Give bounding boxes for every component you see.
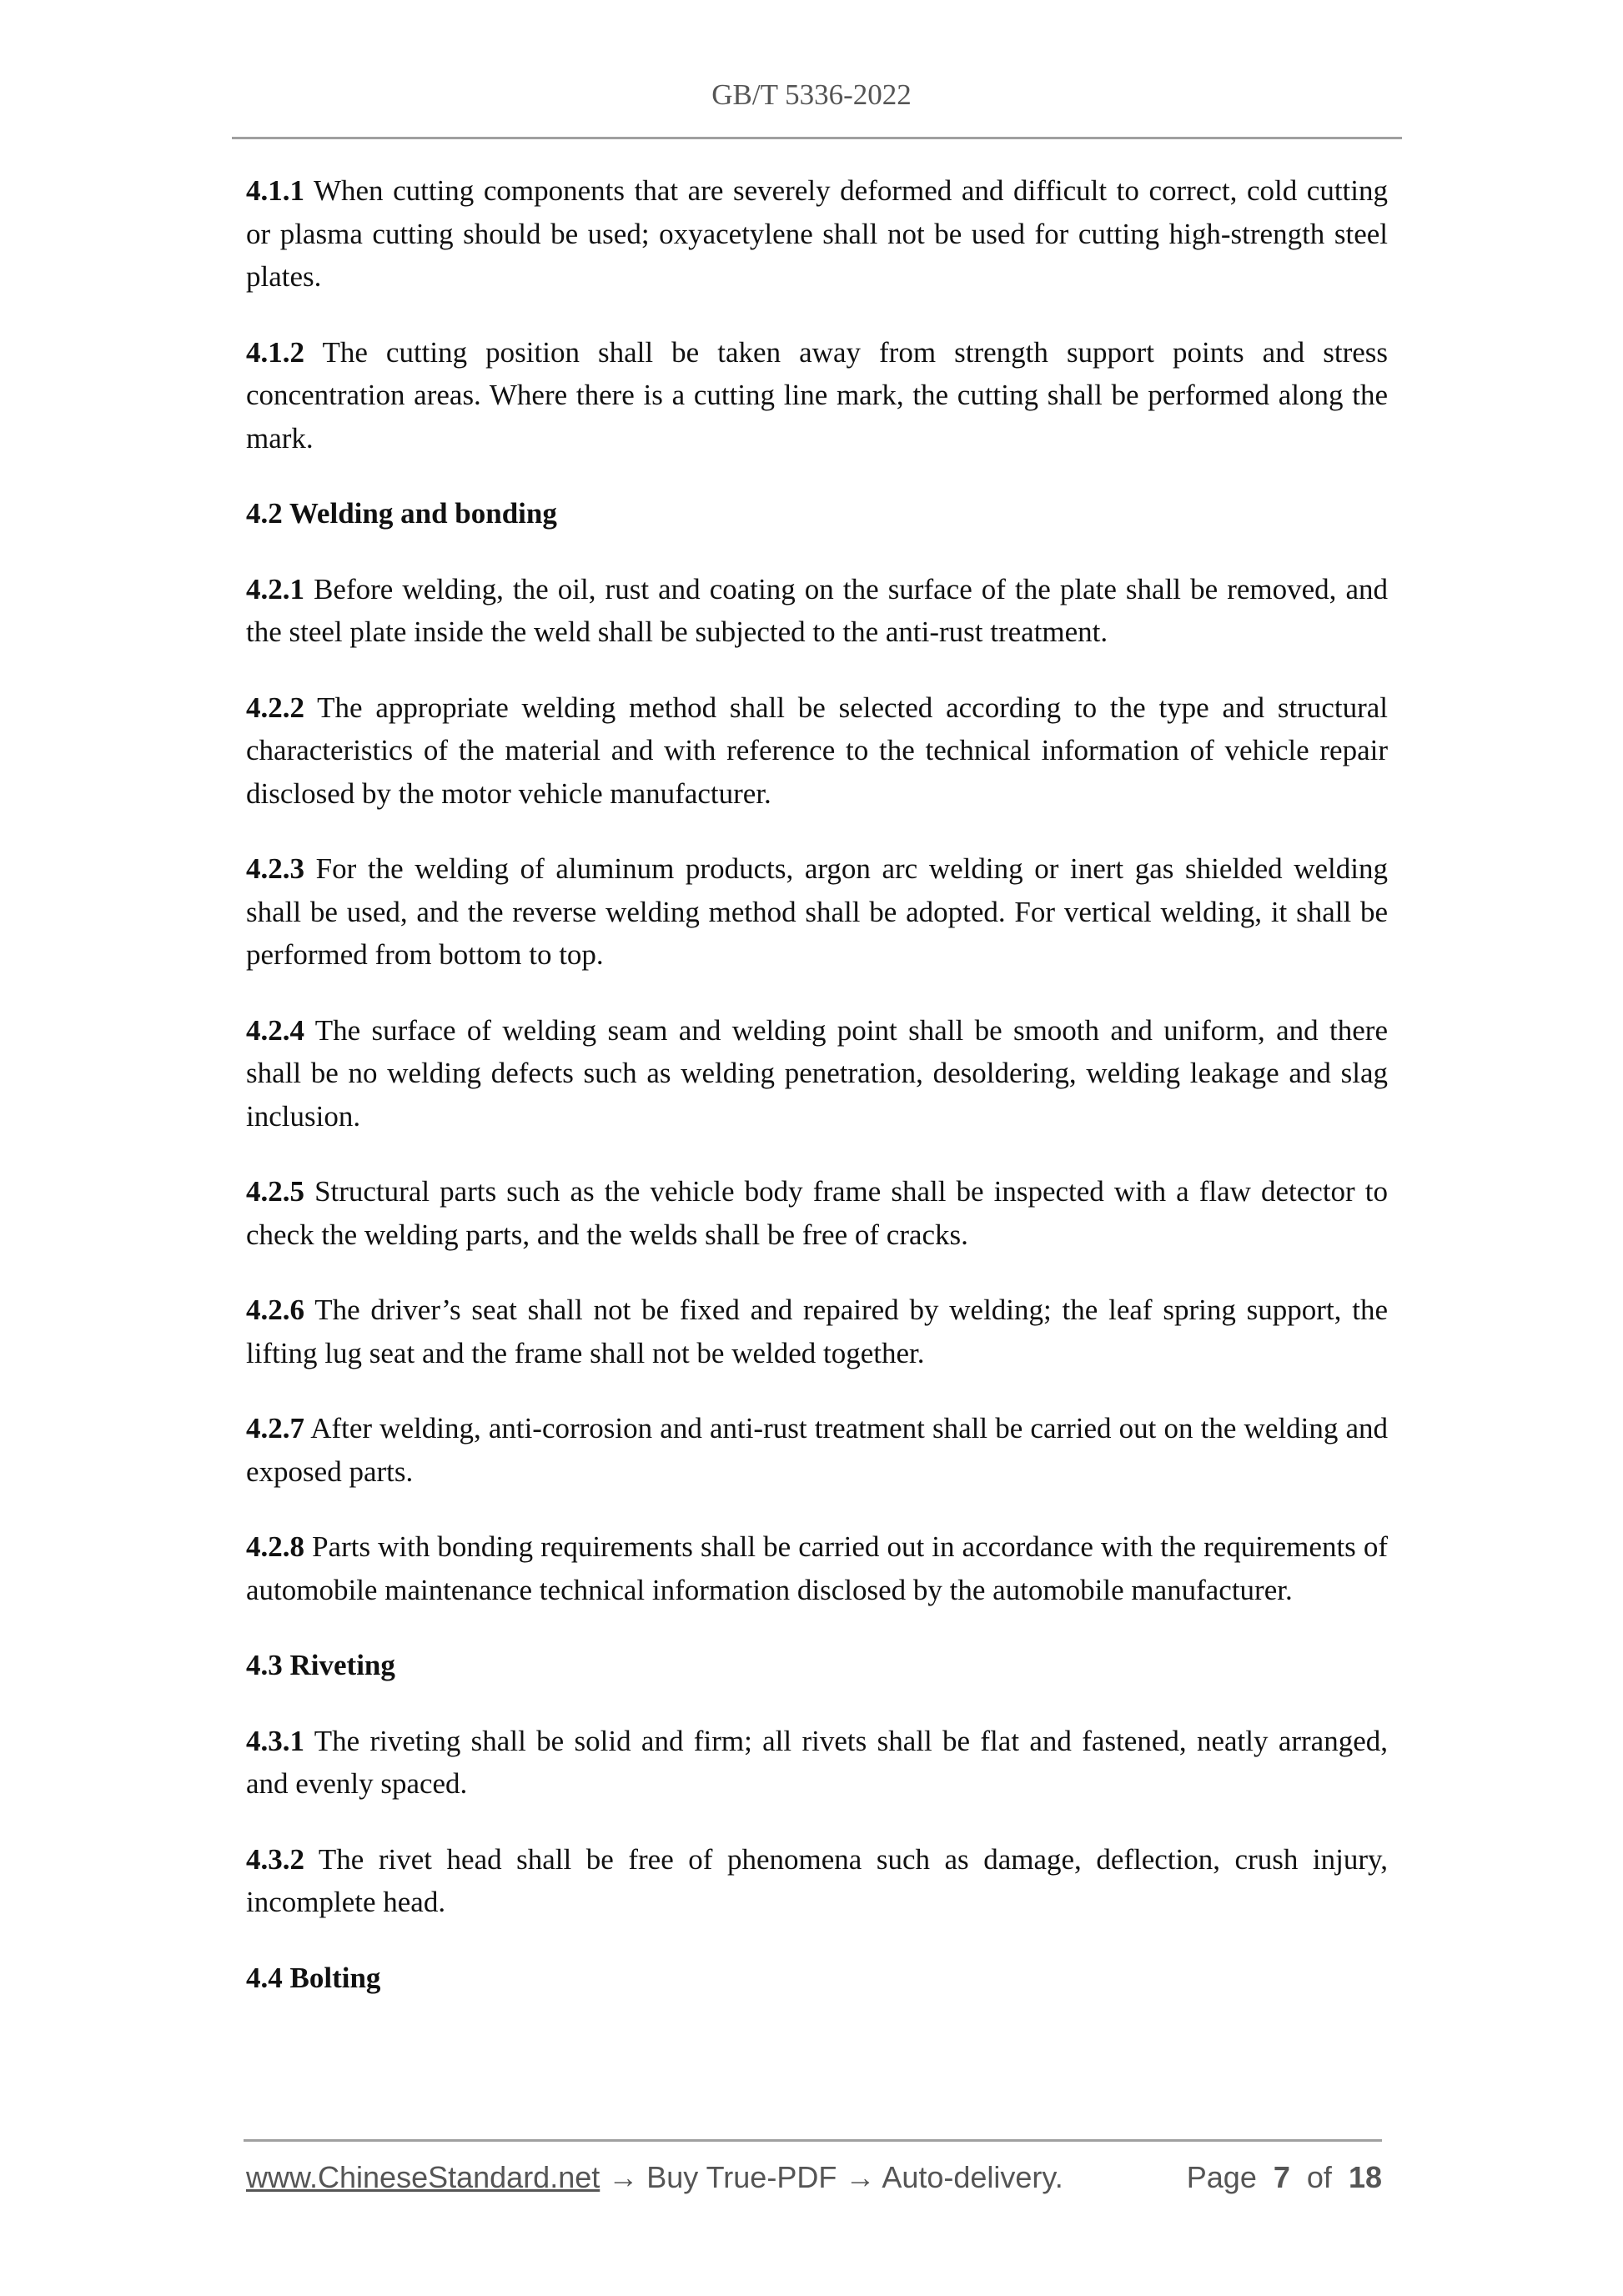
website-link[interactable]: www.ChineseStandard.net — [246, 2160, 600, 2194]
clause-number: 4.3.2 — [246, 1842, 304, 1876]
clause-text: The driver’s seat shall not be fixed and repaired by welding; the leaf spring support, the lifting lug seat and the frame shall not be welded together. — [246, 1294, 1388, 1369]
clause-paragraph — [246, 1289, 1388, 1374]
footer-divider — [244, 2139, 1382, 2142]
clause-number: 4.2.4 — [246, 1013, 304, 1047]
clause-paragraph — [246, 169, 1388, 299]
section-heading: 4.2 Welding and bonding — [246, 497, 557, 530]
clause-paragraph — [246, 1009, 1388, 1138]
clause-paragraph — [246, 1170, 1388, 1256]
footer-promo — [246, 2160, 1063, 2195]
section-heading: 4.4 Bolting — [246, 1961, 381, 1994]
clause-number: 4.2.2 — [246, 691, 304, 724]
clause-number: 4.2.6 — [246, 1294, 304, 1326]
clause-number: 4.1.2 — [246, 335, 304, 369]
clause-paragraph — [246, 1838, 1388, 1924]
clause-text: The rivet head shall be free of phenomena such as damage, deflection, crush injury, incomplete head. — [246, 1842, 1388, 1918]
clause-number: 4.2.7 — [246, 1412, 304, 1444]
clause-paragraph — [246, 686, 1388, 816]
clause-paragraph — [246, 1525, 1388, 1611]
header-divider — [232, 137, 1402, 139]
clause-number: 4.2.1 — [246, 572, 304, 605]
document-body — [246, 169, 1388, 2032]
clause-text: The surface of welding seam and welding point shall be smooth and uniform, and there shall be no welding defects such as welding penetration, desoldering, welding leakage and slag inclusion. — [246, 1013, 1388, 1133]
clause-number: 4.2.3 — [246, 852, 304, 885]
total-pages: 18 — [1348, 2160, 1382, 2194]
clause-paragraph — [246, 1407, 1388, 1493]
section-heading: 4.3 Riveting — [246, 1649, 395, 1681]
clause-text: The cutting position shall be taken away from strength support points and stress concentration areas. Where there is a cutting line mark, the cutting shall be performed along the mark. — [246, 335, 1388, 455]
clause-text: Structural parts such as the vehicle body frame shall be inspected with a flaw detector to check the welding parts, and the welds shall be free of cracks. — [246, 1175, 1388, 1251]
page-indicator: Page 7 of 18 — [1186, 2160, 1382, 2194]
clause-text: After welding, anti-corrosion and anti-rust treatment shall be carried out on the welding and exposed parts. — [246, 1412, 1388, 1488]
document-header: GB/T 5336-2022 — [711, 78, 912, 111]
clause-number: 4.2.5 — [246, 1175, 304, 1208]
clause-paragraph — [246, 1720, 1388, 1806]
page-footer — [246, 2160, 1382, 2195]
clause-paragraph — [246, 331, 1388, 460]
clause-number: 4.3.1 — [246, 1724, 304, 1757]
clause-text: For the welding of aluminum products, argon arc welding or inert gas shielded welding shall be used, and the reverse welding method shall be adopted. For vertical welding, it shall be performed from bottom to top. — [246, 852, 1389, 971]
clause-paragraph — [246, 847, 1388, 977]
clause-text: Parts with bonding requirements shall be carried out in accordance with the requirements of automobile maintenance technical information disclosed by the automobile manufacturer. — [246, 1530, 1389, 1606]
clause-number: 4.2.8 — [246, 1530, 304, 1563]
clause-paragraph — [246, 568, 1388, 654]
footer-tagline: → Buy True-PDF → Auto-delivery. — [600, 2160, 1063, 2194]
clause-text: Before welding, the oil, rust and coating on the surface of the plate shall be removed, and the steel plate inside the weld shall be subjected to the anti-rust treatment. — [246, 572, 1389, 648]
clause-text: When cutting components that are severely deformed and difficult to correct, cold cutting or plasma cutting should be used; oxyacetylene shall not be used for cutting high-strength steel plates. — [246, 174, 1388, 293]
clause-text: The riveting shall be solid and firm; all rivets shall be flat and fastened, neatly arranged, and evenly spaced. — [246, 1724, 1388, 1800]
clause-text: The appropriate welding method shall be selected according to the type and structural characteristics of the material and with reference to the technical information of vehicle repair disclosed by the motor vehicle manufacturer. — [246, 691, 1389, 810]
current-page: 7 — [1273, 2160, 1290, 2194]
clause-number: 4.1.1 — [246, 174, 304, 207]
